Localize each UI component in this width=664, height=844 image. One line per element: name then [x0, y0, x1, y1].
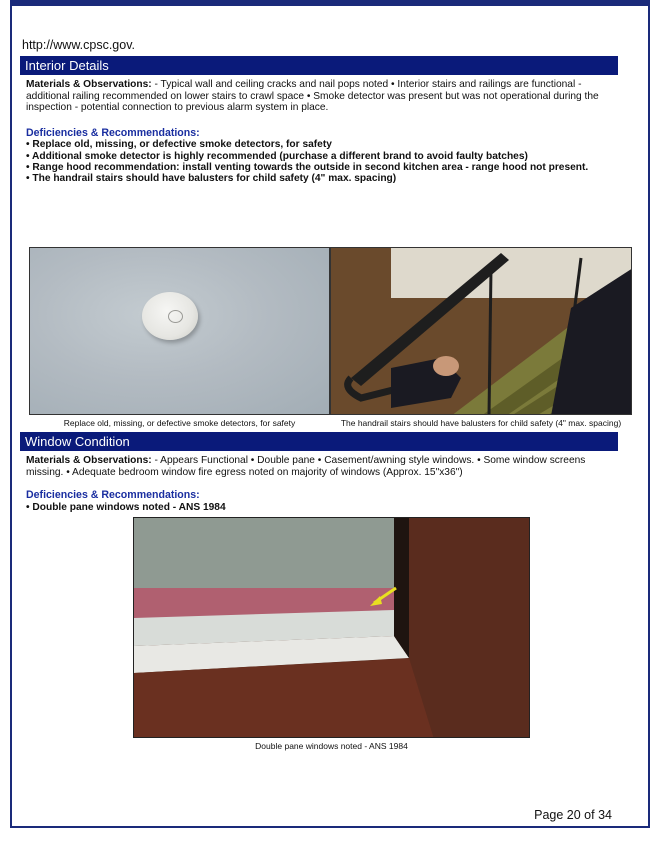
window-materials-label: Materials & Observations: [26, 455, 152, 466]
deficiency-item: • Additional smoke detector is highly recommended (purchase a different brand to avoid faulty batches) [26, 150, 528, 162]
handrail-caption: The handrail stairs should have balusters for child safety (4" max. spacing) [340, 418, 622, 428]
double-pane-window-image [134, 518, 530, 738]
window-materials-text: - Appears Functional • Double pane • Casement/awning style windows. • Some window screens missing. • Adequate bedroom window fire egress noted on majority of windows (Approx. 15"x36") [26, 455, 586, 478]
page-number: Page 20 of 34 [534, 808, 612, 822]
window-materials-observations [26, 455, 612, 478]
window-photo-wrap [133, 517, 530, 751]
deficiency-item: • The handrail stairs should have balusters for child safety (4" max. spacing) [26, 172, 397, 184]
deficiency-item: • Replace old, missing, or defective smoke detectors, for safety [26, 139, 332, 151]
window-deficiencies-title: Deficiencies & Recommendations: [26, 489, 200, 502]
deficiency-item: • Double pane windows noted - ANS 1984 [26, 501, 226, 513]
smoke-detector-image [142, 292, 198, 340]
interior-photo-row [29, 247, 634, 431]
interior-details-header: Interior Details [20, 56, 618, 75]
window-condition-header: Window Condition [20, 432, 618, 451]
double-pane-window-photo [133, 517, 530, 738]
interior-deficiencies-title: Deficiencies & Recommendations: [26, 126, 200, 139]
top-border-bar [12, 0, 648, 6]
smoke-detector-photo-cell [29, 247, 330, 431]
smoke-detector-caption: Replace old, missing, or defective smoke detectors, for safety [63, 418, 296, 428]
handrail-photo-cell [330, 247, 632, 431]
handrail-stairs-image [331, 248, 632, 415]
page-content [20, 38, 622, 428]
interior-deficiencies-list [26, 139, 612, 184]
interior-materials-label: Materials & Observations: [26, 79, 152, 90]
window-section [20, 430, 618, 513]
handrail-stairs-photo [330, 247, 632, 415]
window-photo-caption: Double pane windows noted - ANS 1984 [255, 741, 408, 751]
reference-url: http://www.cpsc.gov. [22, 38, 136, 52]
interior-materials-text: - Typical wall and ceiling cracks and nail pops noted • Interior stairs and railings are functional - additional railing recommended on lower stairs to crawl space • Smoke detector was present but was not operational during the inspection - potential connection to previous alarm system in place. [26, 79, 599, 114]
interior-materials-observations [26, 79, 612, 114]
smoke-detector-photo [29, 247, 330, 415]
window-deficiencies-list [26, 502, 612, 513]
deficiency-item: • Range hood recommendation: install venting towards the outside in second kitchen area - range hood not present. [26, 161, 589, 173]
